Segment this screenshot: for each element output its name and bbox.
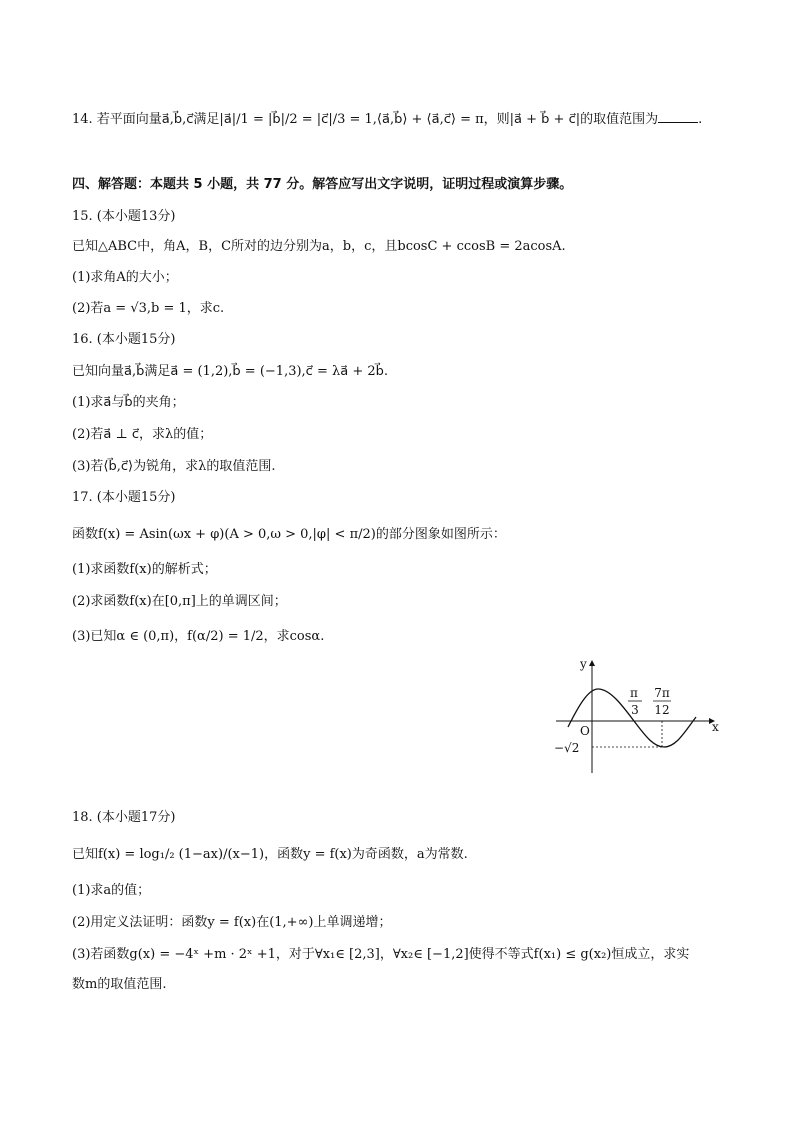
question-17-part-1: (1)求函数f(x)的解析式； [72, 562, 217, 577]
question-14 [72, 110, 754, 130]
y-axis-label: y [580, 657, 587, 671]
question-18-part-3b: 数m的取值范围. [72, 977, 167, 992]
question-18-header: 18. (本小题17分) [72, 810, 176, 825]
x-axis-label: x [712, 720, 719, 734]
question-16-part-2: (2)若a⃗ ⊥ c⃗，求λ的值； [72, 427, 213, 442]
question-17-part-3: (3)已知α ∈ (0,π)，f(α/2) = 1/2，求cosα. [72, 629, 325, 644]
question-14-end: . [698, 112, 703, 127]
question-14-text: 14. 若平面向量a⃗,b⃗,c⃗满足|a⃗|/1 = |b⃗|/2 = |c⃗|/3 = 1,⟨a⃗,b⃗⟩ + ⟨a⃗,c⃗⟩ = π，则|a⃗ + b⃗ + c⃗|的取值范围为 [72, 112, 659, 127]
question-17-part-2: (2)求函数f(x)在[0,π]上的单调区间； [72, 594, 287, 609]
origin-label: O [580, 724, 590, 738]
answer-blank[interactable] [658, 110, 698, 123]
tick-pi-3-denominator: 3 [631, 703, 639, 717]
question-15-stem: 已知△ABC中，角A，B，C所对的边分别为a，b，c，且bcosC + ccosB = 2acosA. [72, 239, 566, 254]
question-16-header: 16. (本小题15分) [72, 332, 176, 347]
question-16-part-3: (3)若⟨b⃗,c⃗⟩为锐角，求λ的取值范围. [72, 459, 276, 474]
question-15-part-1: (1)求角A的大小； [72, 270, 178, 285]
question-16-stem: 已知向量a⃗,b⃗满足a⃗ = (1,2),b⃗ = (−1,3),c⃗ = λa⃗ + 2b⃗. [72, 364, 388, 379]
question-18-part-3a: (3)若函数g(x) = −4ˣ +m · 2ˣ +1，对于∀x₁∈ [2,3]，∀x₂∈ [−1,2]使得不等式f(x₁) ≤ g(x₂)恒成立，求实 [72, 947, 690, 962]
section-title: 四、解答题：本题共 5 小题，共 77 分。解答应写出文字说明，证明过程或演算步骤。 [72, 177, 573, 192]
question-18-part-2: (2)用定义法证明：函数y = f(x)在(1,+∞)上单调递增； [72, 915, 392, 930]
question-17-stem: 函数f(x) = Asin(ωx + φ)(A > 0,ω > 0,|φ| < π/2)的部分图象如图所示： [72, 527, 506, 542]
question-15-header: 15. (本小题13分) [72, 209, 176, 224]
tick-7pi-12-denominator: 12 [654, 703, 670, 717]
tick-pi-3-numerator: π [630, 686, 638, 700]
question-18-stem: 已知f(x) = log₁/₂ (1−ax)/(x−1)，函数y = f(x)为奇函数，a为常数. [72, 847, 468, 862]
min-value-label: −√2 [554, 741, 580, 755]
question-16-part-1: (1)求a⃗与b⃗的夹角； [72, 395, 185, 410]
sine-graph [552, 655, 732, 780]
question-17-header: 17. (本小题15分) [72, 490, 176, 505]
question-18-part-1: (1)求a的值； [72, 883, 151, 898]
tick-7pi-12-numerator: 7π [654, 686, 670, 700]
question-15-part-2: (2)若a = √3,b = 1，求c. [72, 301, 225, 316]
